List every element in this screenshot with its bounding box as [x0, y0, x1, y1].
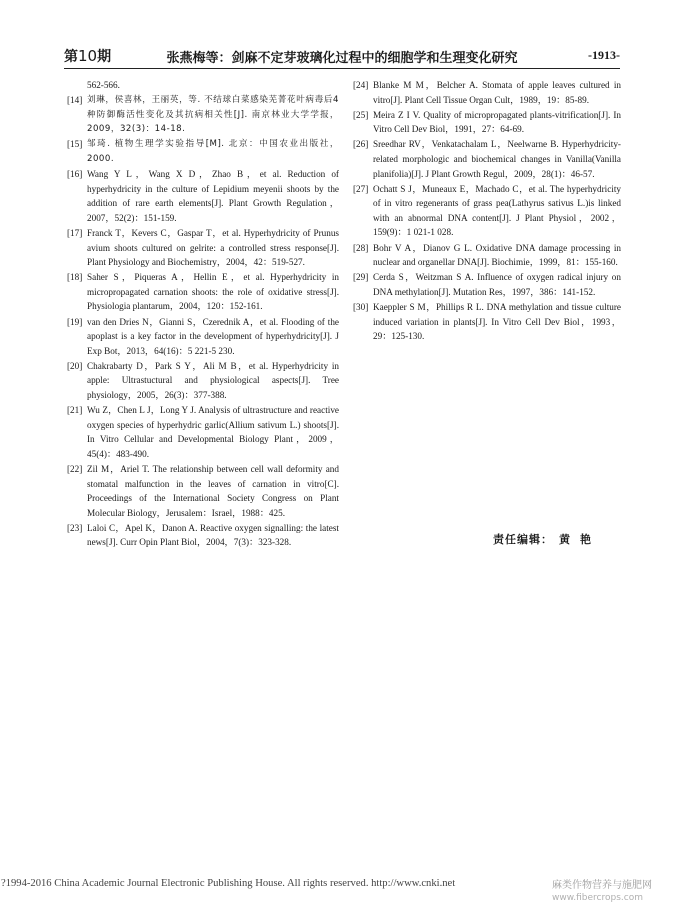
- reference-number: [14]: [67, 95, 83, 106]
- reference-entry: [67, 315, 339, 359]
- reference-number: [17]: [67, 227, 83, 238]
- issue-suffix: 期: [97, 49, 112, 65]
- reference-text: 邹琦. 植物生理学实验指导[M]. 北京：中国农业出版社，2000.: [87, 139, 339, 164]
- watermark-text: 麻类作物营养与施肥网: [552, 880, 652, 891]
- reference-text: Blanke M M，Belcher A. Stomata of apple leaves cultured in vitro[J]. Plant Cell Tissue Organ Cult，1989，19：85-89.: [373, 80, 621, 105]
- references-left-column: [67, 78, 339, 551]
- reference-text: Meira Z I V. Quality of micropropagated plants-vitrification[J]. In Vitro Cell Dev Biol，1991，27：64-69.: [373, 109, 621, 135]
- reference-number: [23]: [67, 522, 83, 533]
- reference-text: Chakrabarty D，Park S Y，Ali M B，et al. Hyperhydricity in apple: Ultrastuctural and physiological aspects[J]. Tree physiology，2005，26(3)：377-388.: [87, 360, 339, 400]
- reference-entry: [67, 359, 339, 403]
- reference-number: [19]: [67, 316, 83, 327]
- reference-entry: [353, 182, 621, 240]
- reference-number: [16]: [67, 169, 83, 180]
- reference-entry: [353, 300, 621, 344]
- reference-number: [21]: [67, 405, 83, 416]
- reference-text: Wang Y L，Wang X D，Zhao B，et al. Reduction of hyperhydricity in the culture of Lepidium meyenii shoots by the addition of rare earth elements[J]. Plant Growth Regulation，2007，52(2)：151-159.: [87, 169, 339, 223]
- responsible-editor: [493, 531, 601, 547]
- editor-label: 责任编辑：: [493, 533, 553, 546]
- reference-entry: [67, 226, 339, 270]
- reference-number: [20]: [67, 360, 83, 371]
- reference-text: Laloi C，Apel K，Danon A. Reactive oxygen signalling: the latest news[J]. Curr Opin Plant Biol，2004，7(3)：323-328.: [87, 522, 339, 548]
- reference-entry: [353, 270, 621, 299]
- watermark: [552, 879, 652, 905]
- reference-text: Franck T，Kevers C，Gaspar T，et al. Hyperhydricity of Prunus avium shoots cultured on gelrite: a controlled stress response[J]. Plant Physiology and Biochemistry，2004，42：519-527.: [87, 227, 339, 268]
- reference-entry: [67, 270, 339, 314]
- reference-number: [24]: [353, 80, 369, 90]
- reference-number: [15]: [67, 139, 83, 150]
- reference-text: 562-566.: [87, 80, 120, 90]
- reference-number: [22]: [67, 463, 83, 474]
- reference-entry: [67, 137, 339, 166]
- reference-text: Bohr V A，Dianov G L. Oxidative DNA damage processing in nuclear and organellar DNA[J]. Biochimie，1999，81：155-160.: [373, 242, 621, 268]
- reference-text: Ochatt S J，Muneaux E，Machado C，et al. The hyperhydricity of in vitro regenerants of grass pea(Lathyrus sativus L.)is linked with an abnormal DNA content[J]. J Plant Physiol，2002，159(9)：1 021-1 028.: [373, 183, 621, 238]
- reference-entry: [353, 108, 621, 137]
- references-right-column: [353, 78, 621, 344]
- watermark-url: www.fibercrops.com: [552, 893, 643, 903]
- reference-number: [30]: [353, 301, 369, 312]
- reference-number: [29]: [353, 272, 369, 283]
- page-header: [64, 46, 620, 69]
- copyright-footer: ?1994-2016 China Academic Journal Electronic Publishing House. All rights reserved. http://www.cnki.net: [1, 878, 456, 889]
- reference-text: Zil M，Ariel T. The relationship between cell wall deformity and stomatal malfunction in the leaves of carnation in vitro[C]. Proceedings of the International Society Congress on Plant Molecular Biology，Jerusalem：Israel，1988：425.: [87, 463, 339, 518]
- issue-prefix: 第: [64, 49, 78, 65]
- editor-name: 黄艳: [559, 533, 601, 546]
- reference-entry: [67, 462, 339, 520]
- reference-number: [28]: [353, 242, 369, 253]
- reference-entry: [67, 93, 339, 137]
- reference-text: Cerda S，Weitzman S A. Influence of oxygen radical injury on DNA methylation[J]. Mutation Res，1997，386：141-152.: [373, 272, 621, 297]
- reference-entry: [353, 241, 621, 270]
- page-number: -1913-: [588, 48, 620, 62]
- reference-number: [18]: [67, 272, 83, 283]
- reference-text: Wu Z，Chen L J，Long Y J. Analysis of ultrastructure and reactive oxygen species of hyperhydric garlic(Allium sativum L.) shoots[J]. In Vitro Cellular and Developmental Biology Plant，2009，45(4)：483-490.: [87, 405, 339, 459]
- reference-text: Saher S，Piqueras A，Hellin E，et al. Hyperhydricity in micropropagated carnation shoots: the role of oxidative stress[J]. Physiologia plantarum，2004，120：152-161.: [87, 272, 339, 312]
- reference-entry: [353, 137, 621, 181]
- reference-entry: [67, 167, 339, 225]
- reference-entry: [67, 403, 339, 461]
- reference-text: 刘琳，侯喜林，王丽英，等. 不结球白菜感染芜菁花叶病毒后4种防御酶活性变化及其抗病相关性[J]. 南京林业大学学报，2009，32(3)：14-18.: [87, 95, 339, 135]
- reference-number: [25]: [353, 109, 369, 120]
- issue-number: 10: [78, 47, 98, 65]
- reference-entry: [67, 521, 339, 550]
- reference-text: Sreedhar RV，Venkatachalam L，Neelwarne B. Hyperhydricity-related morphologic and biochemical changes in Vanilla(Vanilla planifolia)[J]. J Plant Growth Regul，2009，28(1)：46-57.: [373, 139, 621, 179]
- reference-entry: [67, 78, 339, 93]
- reference-number: [27]: [353, 183, 369, 194]
- reference-entry: [353, 78, 621, 107]
- reference-text: van den Dries N，Gianni S，Czerednik A，et al. Flooding of the apoplast is a key factor in the development of hyperhydricity[J]. J Exp Bot，2013，64(16)：5 221-5 230.: [87, 316, 339, 356]
- reference-number: [26]: [353, 139, 369, 150]
- reference-text: Kaeppler S M，Phillips R L. DNA methylation and tissue culture induced variation in plants[J]. In Vitro Cell Dev Biol，1993，29：125-130.: [373, 301, 621, 342]
- running-title: 张燕梅等：剑麻不定芽玻璃化过程中的细胞学和生理变化研究: [166, 51, 518, 66]
